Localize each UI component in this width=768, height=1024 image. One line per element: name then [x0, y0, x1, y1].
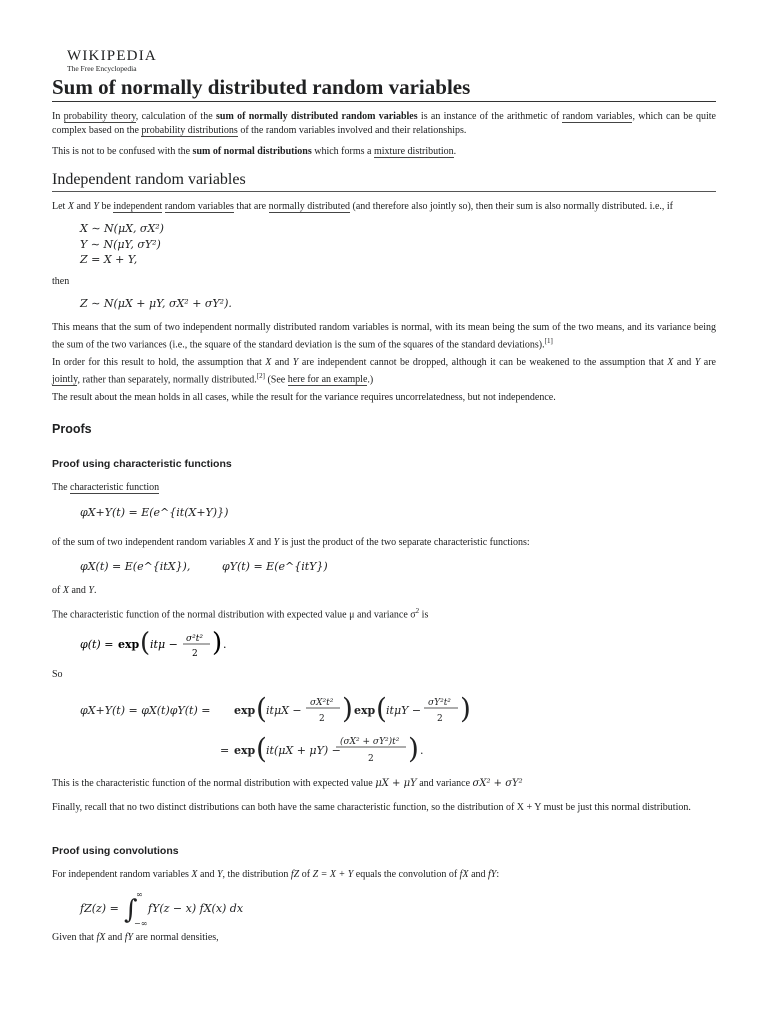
link-probability-distributions[interactable]: probability distributions [141, 124, 238, 136]
svg-text:.: . [223, 638, 227, 651]
svg-text:): ) [460, 692, 471, 725]
svg-text:exp: exp [234, 704, 256, 717]
svg-text:): ) [342, 692, 353, 725]
wikipedia-logo[interactable] [67, 48, 157, 73]
link-independent[interactable]: independent [113, 201, 163, 212]
page-title: Sum of normally distributed random variables [52, 74, 716, 102]
svg-text:∞: ∞ [136, 890, 143, 899]
link-here-for-an-example[interactable]: here for an example [287, 373, 368, 385]
link-normally-distributed[interactable]: normally distributed [268, 201, 351, 212]
svg-text:φ(t) =: φ(t) = [80, 638, 114, 651]
independent-paragraph-4: The result about the mean holds in all cases, while the result for the variance requires uncorrelatedness, but not independence. [52, 392, 556, 403]
conv-paragraph-2: Given that fX and fY are normal densities, [52, 932, 219, 943]
equation-x-distribution: X ∼ N(μX, σX²) [80, 222, 164, 235]
equation-cf-product [78, 690, 478, 770]
link-mixture-distribution[interactable]: mixture distribution [373, 146, 454, 157]
svg-text:2: 2 [368, 754, 374, 764]
heading-proof-characteristic-functions: Proof using characteristic functions [52, 458, 232, 470]
svg-text:σ²t²: σ²t² [186, 634, 203, 644]
intro-paragraph-2: This is not to be confused with the sum of normal distributions which forms a mixture distribution. [52, 146, 457, 157]
equation-cf-sum: φX+Y(t) = E(e^{it(X+Y)}) [80, 506, 229, 519]
svg-text:2: 2 [437, 714, 443, 724]
equation-cf-x: φX(t) = E(e^{itX}), [80, 560, 191, 573]
logo-tagline: The Free Encyclopedia [67, 64, 137, 73]
svg-text:=: = [220, 744, 230, 757]
svg-text:itμ −: itμ − [150, 638, 178, 651]
heading-proof-convolutions: Proof using convolutions [52, 845, 179, 857]
equation-y-distribution: Y ∼ N(μY, σY²) [80, 238, 161, 251]
equation-z-distribution: Z ∼ N(μX + μY, σX² + σY²). [80, 297, 232, 310]
svg-text:σX²t²: σX²t² [310, 698, 334, 708]
svg-text:exp: exp [234, 744, 256, 757]
equation-cf-y: φY(t) = E(e^{itY}) [222, 560, 328, 573]
cf-paragraph-1: The characteristic function [52, 482, 160, 493]
equation-z-sum: Z = X + Y, [80, 253, 138, 266]
svg-text:(: ( [256, 692, 267, 725]
svg-text:−∞: −∞ [134, 919, 148, 928]
svg-text:it(μX + μY) −: it(μX + μY) − [266, 744, 341, 757]
svg-text:itμY −: itμY − [386, 704, 422, 717]
intro-paragraph-1: In probability theory, calculation of the sum of normally distributed random variables is an instance of the arithmetic of random variables, which can be quite complex based on the probability distributions of the random variables involved and their relationships. [52, 111, 716, 136]
svg-text:fY(z − x) fX(x) dx: fY(z − x) fX(x) dx [148, 902, 244, 915]
svg-text:(: ( [376, 692, 387, 725]
independent-paragraph-1: Let X and Y be independent random variables that are normally distributed (and therefore also jointly so), then their sum is also normally distributed. i.e., if [52, 201, 674, 212]
equation-normal-cf [78, 625, 248, 665]
svg-text:∫: ∫ [124, 895, 138, 925]
cf-paragraph-3: of X and Y. [52, 585, 97, 596]
svg-text:): ) [408, 732, 419, 765]
then-text: then [52, 276, 70, 287]
equation-convolution [78, 888, 318, 930]
svg-text:(: ( [256, 732, 267, 765]
reference-1[interactable]: [1] [544, 336, 553, 345]
independent-paragraph-3: In order for this result to hold, the assumption that X and Y are independent cannot be dropped, although it can be weakened to the assumption that X and Y are jointly, rather than separately, normally distributed.[2] (See here for an example.) [52, 357, 716, 385]
conv-paragraph-1: For independent random variables X and Y, the distribution fZ of Z = X + Y equals the convolution of fX and fY: [52, 869, 500, 880]
cf-paragraph-4: The characteristic function of the normal distribution with expected value μ and variance $\sigma^2$ is [52, 607, 429, 621]
link-jointly[interactable]: jointly [52, 373, 78, 385]
link-probability-theory[interactable]: probability theory [63, 111, 136, 122]
svg-text:(σX² + σY²)t²: (σX² + σY²)t² [340, 737, 400, 747]
svg-text:φX+Y(t) = φX(t)φY(t) =: φX+Y(t) = φX(t)φY(t) = [80, 704, 211, 717]
svg-text:fZ(z) =: fZ(z) = [80, 902, 119, 915]
independent-paragraph-2: This means that the sum of two independent normally distributed random variables is normal, with its mean being the sum of the two means, and its variance being the sum of the two variances (i.e., the square of the standard deviation is the sum of the squares of the standard deviations).[1] [52, 322, 716, 350]
svg-text:): ) [212, 628, 223, 658]
svg-text:.: . [420, 744, 424, 757]
svg-text:2: 2 [192, 649, 198, 659]
cf-paragraph-6: Finally, recall that no two distinct distributions can both have the same characteristic function, so the distribution of X + Y must be just this normal distribution. [52, 802, 691, 813]
svg-text:σY²t²: σY²t² [428, 698, 451, 708]
heading-independent-random-variables: Independent random variables [52, 171, 716, 192]
cf-paragraph-2: of the sum of two independent random variables X and Y is just the product of the two separate characteristic functions: [52, 537, 530, 548]
logo-wordmark: WIKIPEDIA [67, 48, 157, 64]
heading-proofs: Proofs [52, 422, 92, 436]
svg-text:itμX −: itμX − [266, 704, 302, 717]
svg-text:2: 2 [319, 714, 325, 724]
so-text: So [52, 669, 63, 680]
link-characteristic-function[interactable]: characteristic function [70, 482, 160, 493]
link-random-variables-2[interactable]: random variables [164, 201, 234, 212]
svg-text:exp: exp [118, 638, 140, 651]
link-random-variables[interactable]: random variables [562, 111, 633, 122]
svg-text:(: ( [140, 628, 151, 658]
cf-paragraph-5: This is the characteristic function of the normal distribution with expected value μX + μY and variance σX² + σY² [52, 778, 523, 789]
svg-text:exp: exp [354, 704, 376, 717]
reference-2[interactable]: [2] [256, 371, 265, 380]
